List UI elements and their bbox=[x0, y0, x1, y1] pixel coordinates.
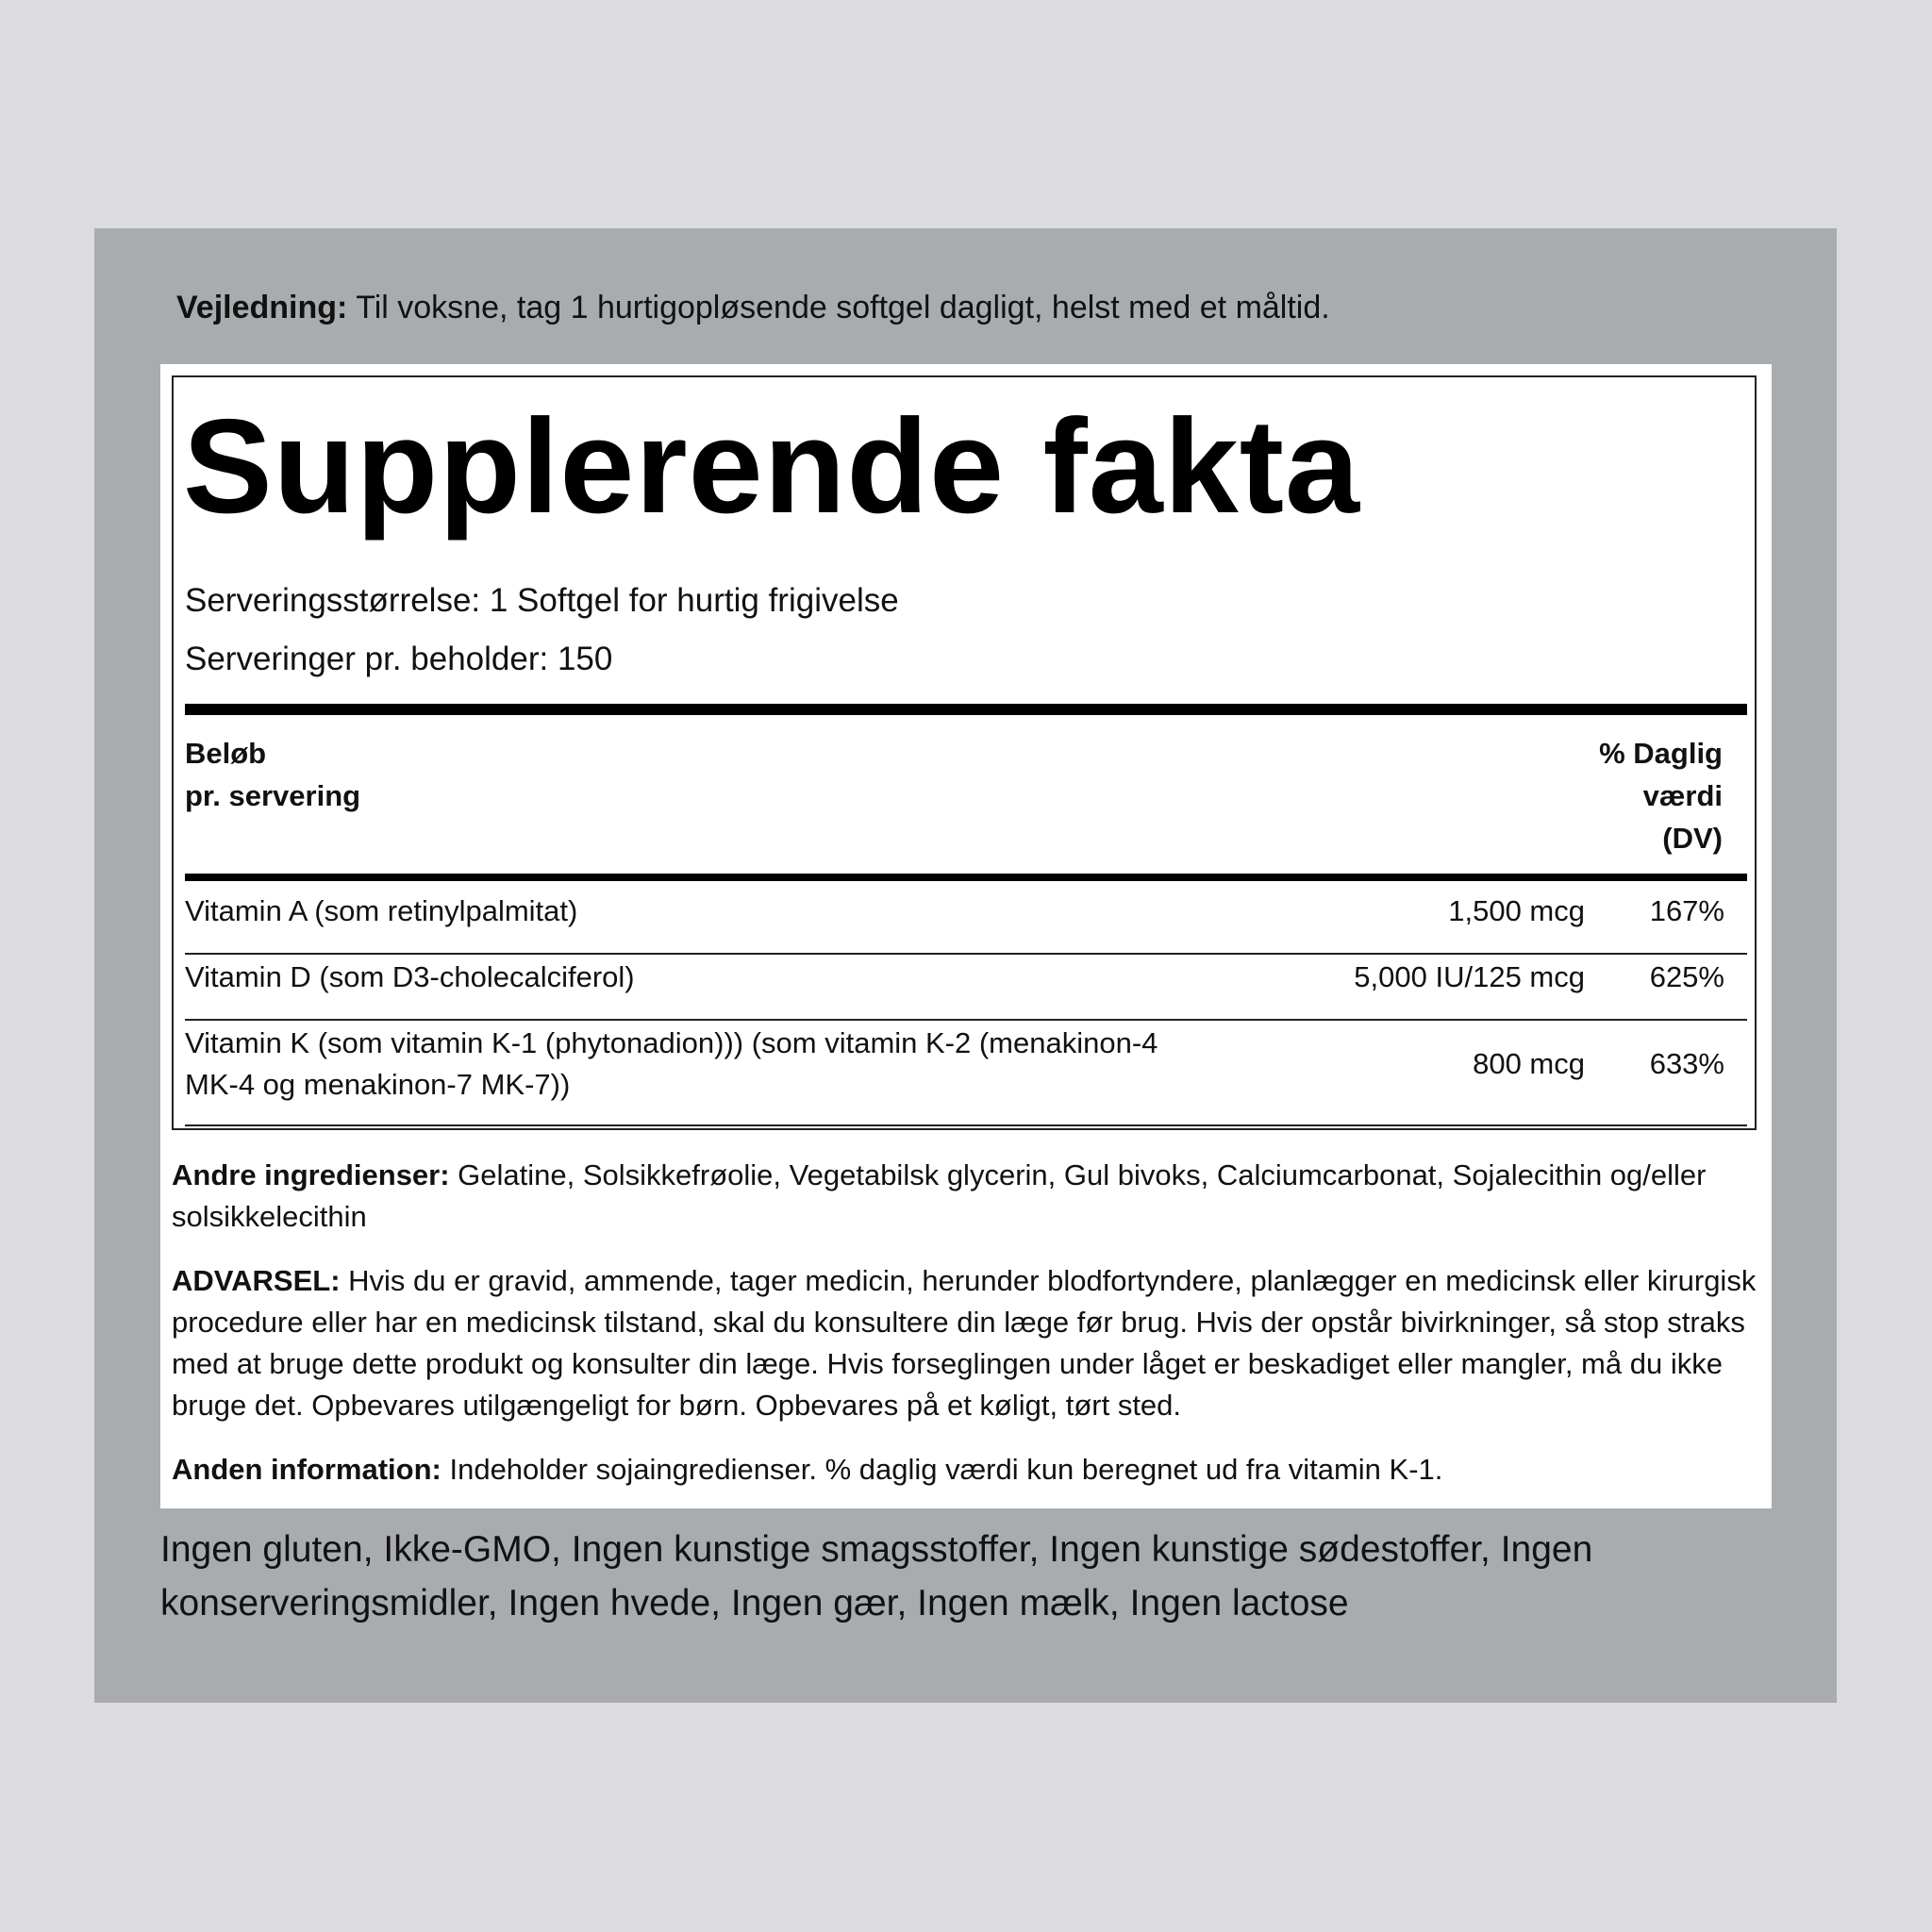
nutrient-amount: 800 mcg bbox=[1473, 1047, 1585, 1080]
nutrient-row-vitamin-k bbox=[185, 1023, 1747, 1123]
nutrient-name: Vitamin D (som D3-cholecalciferol) bbox=[185, 960, 635, 993]
warning-label: ADVARSEL: bbox=[172, 1264, 341, 1297]
nutrient-name-line2: MK-4 og menakinon-7 MK-7)) bbox=[185, 1068, 571, 1101]
nutrient-row-vitamin-a bbox=[185, 891, 1747, 947]
row-divider bbox=[185, 1019, 1747, 1021]
other-ingredients bbox=[172, 1155, 1766, 1238]
row-divider bbox=[185, 1124, 1747, 1126]
dv-header-line1: % Daglig bbox=[1599, 737, 1723, 770]
directions-body: Til voksne, tag 1 hurtigopløsende softgel dagligt, helst med et måltid. bbox=[347, 290, 1330, 325]
servings-per-container: Serveringer pr. beholder: 150 bbox=[185, 641, 613, 677]
facts-panel bbox=[160, 364, 1772, 1508]
directions-label: Vejledning: bbox=[176, 290, 348, 325]
free-from-claims: Ingen gluten, Ikke-GMO, Ingen kunstige smagsstoffer, Ingen kunstige sødestoffer, Ingen konserveringsmidler, Ingen hvede, Ingen gær, Ingen mælk, Ingen lactose bbox=[160, 1529, 1593, 1624]
dv-header-line3: (DV) bbox=[1662, 822, 1723, 855]
other-ingredients-text: Gelatine, Solsikkefrøolie, Vegetabilsk glycerin, Gul bivoks, Calciumcarbonat, Sojalecithin og/eller solsikkelecithin bbox=[172, 1158, 1707, 1233]
nutrient-amount: 5,000 IU/125 mcg bbox=[1354, 960, 1585, 993]
nutrient-amount: 1,500 mcg bbox=[1448, 894, 1585, 927]
nutrient-row-vitamin-d bbox=[185, 957, 1747, 1013]
warning-text: Hvis du er gravid, ammende, tager medicin, herunder blodfortyndere, planlægger en medicinsk eller kirurgisk procedure eller har en medicinsk tilstand, skal du konsultere din læge før brug. Hvis der opstår bivirkninger, så stop straks med at bruge dette produkt og konsulter din læge. Hvis forseglingen under låget er beskadiget eller mangler, må du ikke bruge det. Opbevares utilgængeligt for børn. Opbevares på et køligt, tørt sted. bbox=[172, 1264, 1757, 1422]
nutrient-dv: 625% bbox=[1649, 960, 1724, 993]
amount-header-line2: pr. servering bbox=[185, 779, 361, 812]
thick-divider-top bbox=[185, 704, 1747, 715]
supplement-label bbox=[94, 228, 1837, 1703]
warning bbox=[172, 1260, 1766, 1426]
nutrient-name bbox=[185, 1023, 1158, 1106]
other-information-label: Anden information: bbox=[172, 1453, 441, 1486]
nutrient-name-line1: Vitamin K (som vitamin K-1 (phytonadion))) (som vitamin K-2 (menakinon-4 bbox=[185, 1026, 1158, 1059]
amount-header bbox=[185, 732, 360, 817]
nutrient-name: Vitamin A (som retinylpalmitat) bbox=[185, 894, 578, 927]
row-divider bbox=[185, 953, 1747, 955]
other-information-text: Indeholder sojaingredienser. % daglig værdi kun beregnet ud fra vitamin K-1. bbox=[441, 1453, 1443, 1486]
daily-value-header bbox=[1599, 732, 1723, 859]
other-information bbox=[172, 1449, 1766, 1491]
nutrient-dv: 633% bbox=[1649, 1047, 1724, 1080]
facts-title: Supplerende fakta bbox=[183, 391, 1360, 541]
dv-header-line2: værdi bbox=[1642, 779, 1723, 812]
serving-size: Serveringsstørrelse: 1 Softgel for hurtig frigivelse bbox=[185, 582, 899, 619]
thick-divider-header bbox=[185, 874, 1747, 881]
supplement-facts-box bbox=[172, 375, 1757, 1130]
directions-text bbox=[176, 289, 1330, 326]
amount-header-line1: Beløb bbox=[185, 737, 267, 770]
nutrient-dv: 167% bbox=[1649, 894, 1724, 927]
other-ingredients-label: Andre ingredienser: bbox=[172, 1158, 450, 1191]
